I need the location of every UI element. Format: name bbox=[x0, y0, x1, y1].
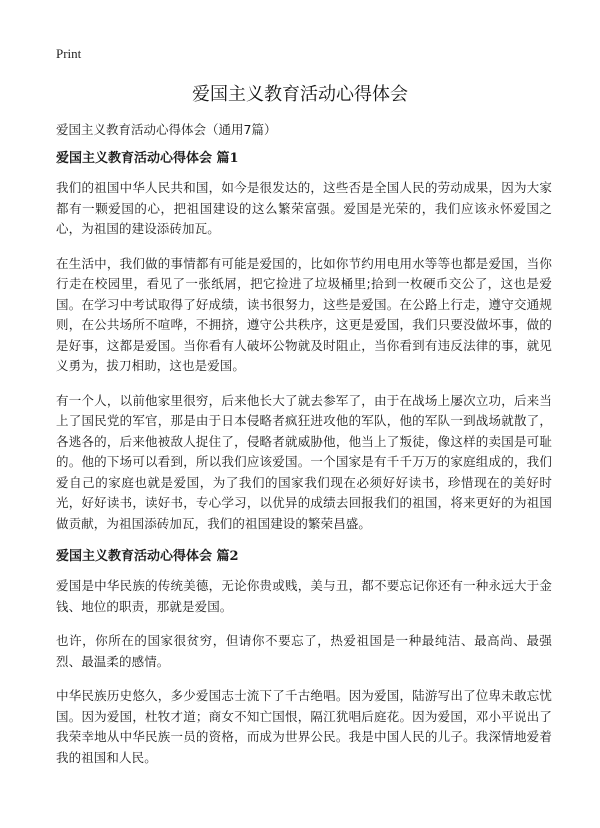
section-2 bbox=[56, 548, 552, 768]
document-body bbox=[56, 121, 552, 782]
paragraph: 也许，你所在的国家很贫穷，但请你不要忘了，热爱祖国是一种最纯洁、最高尚、最强烈、最温柔的感情。 bbox=[56, 633, 552, 669]
page-title: 爱国主义教育活动心得体会 bbox=[192, 84, 408, 105]
document-subtitle: 爱国主义教育活动心得体会（通用7篇） bbox=[56, 122, 277, 137]
paragraph: 在生活中，我们做的事情都有可能是爱国的，比如你节约用电用水等等也都是爱国，当你行走在校园里，看见了一张纸屑，把它捡进了垃圾桶里;拾到一枚硬币交公了，这也是爱国。在学习中考试取得了好成绩，读书很努力，这些是爱国。在公路上行走，遵守交通规则，在公共场所不喧哗，不拥挤，遵守公共秩序，这更是爱国，我们只要没做坏事，做的是好事，这都是爱国。当你看有人破坏公物就及时阻止，当你看到有违反法律的事，就见义勇为，拔刀相助，这也是爱国。 bbox=[56, 255, 552, 373]
paragraph: 中华民族历史悠久，多少爱国志士流下了千古绝唱。因为爱国，陆游写出了位卑未敢忘忧国。因为爱国，杜牧才道；商女不知亡国恨，隔江犹唱后庭花。因为爱国，邓小平说出了我荣幸地从中华民族一员的资格，而成为世界公民。我是中国人民的儿子。我深情地爱着我的祖国和人民。 bbox=[56, 688, 552, 765]
section-heading: 爱国主义教育活动心得体会 篇2 bbox=[56, 549, 239, 564]
paragraph: 我们的祖国中华人民共和国，如今是很发达的，这些否是全国人民的劳动成果，因为大家都有一颗爱国的心，把祖国建设的这么繁荣富强。爱国是光荣的，我们应该永怀爱国之心，为祖国的建设添砖加瓦。 bbox=[56, 180, 552, 236]
section-heading: 爱国主义教育活动心得体会 篇1 bbox=[56, 151, 239, 166]
section-1 bbox=[56, 150, 552, 534]
paragraph: 爱国是中华民族的传统美德，无论你贵或贱，美与丑，都不要忘记你还有一种永远大于金钱、地位的职责，那就是爱国。 bbox=[56, 578, 552, 614]
print-link[interactable]: Print bbox=[56, 46, 82, 61]
paragraph: 有一个人，以前他家里很穷，后来他长大了就去参军了，由于在战场上屡次立功，后来当上了国民党的军官，那是由于日本侵略者疯狂进攻他的军队，他的军队一到战场就散了，各逃各的，后来他被敌人捉住了，侵略者就威胁他，他当上了叛徒，像这样的卖国是可耻的。他的下场可以看到，所以我们应该爱国。一个国家是有千千万万的家庭组成的，我们爱自己的家庭也就是爱国，为了我们的国家我们现在必须好好读书，珍惜现在的美好时光，好好读书，读好书，专心学习，以优异的成绩去回报我们的祖国，将来更好的为祖国做贡献，为祖国添砖加瓦，我们的祖国建设的繁荣昌盛。 bbox=[56, 392, 552, 531]
